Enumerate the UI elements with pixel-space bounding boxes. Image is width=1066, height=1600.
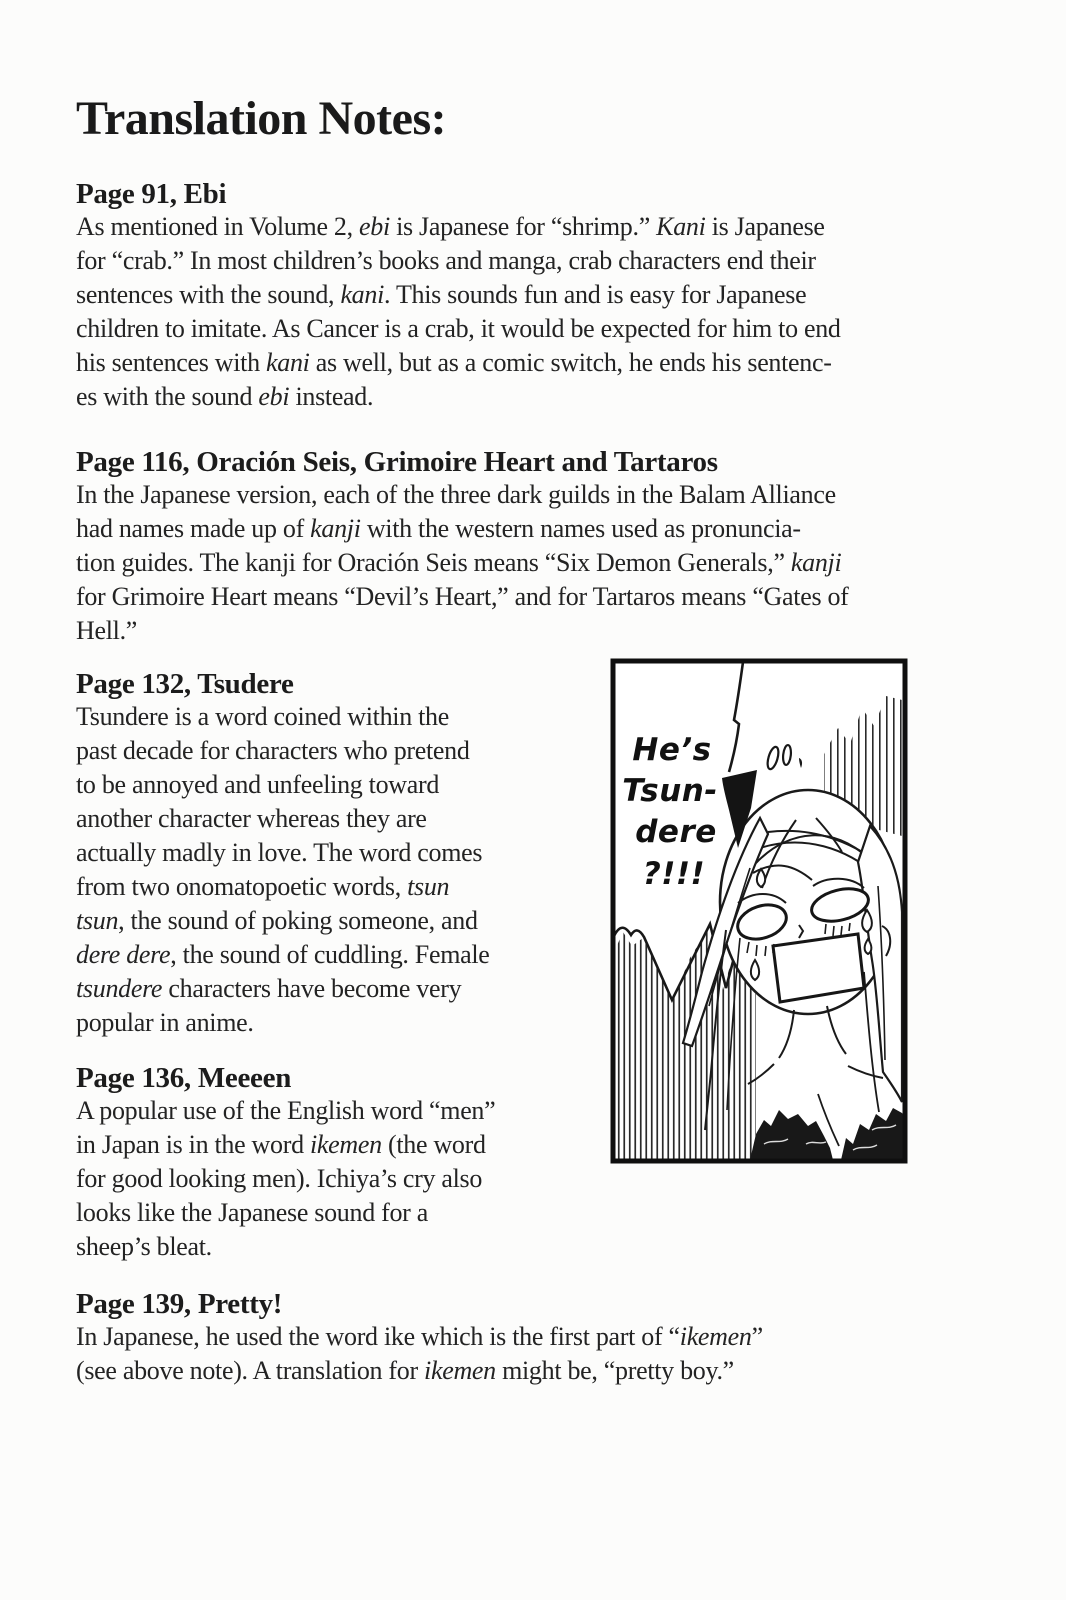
text-line: tsundere characters have become very <box>76 974 462 1003</box>
text-line: Tsundere is a word coined within the <box>76 702 449 731</box>
section-body <box>76 700 581 1040</box>
section-body <box>76 478 948 648</box>
speech-line-4: ?!!! <box>642 856 706 892</box>
section-body <box>76 1094 581 1264</box>
text-line: sentences with the sound, kani. This sounds fun and is easy for Japanese <box>76 280 807 309</box>
section-page-91-ebi <box>76 178 948 414</box>
text-line: In the Japanese version, each of the three dark guilds in the Balam Alliance <box>76 480 836 509</box>
text-line: As mentioned in Volume 2, ebi is Japanese for “shrimp.” Kani is Japanese <box>76 212 825 241</box>
text-line: actually madly in love. The word comes <box>76 838 483 867</box>
text-line: popular in anime. <box>76 1008 254 1037</box>
text-line: children to imitate. As Cancer is a crab, it would be expected for him to end <box>76 314 841 343</box>
section-body <box>76 210 948 414</box>
text-line: for Grimoire Heart means “Devil’s Heart,” and for Tartaros means “Gates of <box>76 582 849 611</box>
speech-line-3: dere <box>635 814 717 850</box>
text-line: In Japanese, he used the word ike which is the first part of “ikemen” <box>76 1322 763 1351</box>
section-heading: Page 116, Oración Seis, Grimoire Heart and Tartaros <box>76 446 718 478</box>
text-line: dere dere, the sound of cuddling. Female <box>76 940 490 969</box>
section-page-116-oracion-seis <box>76 446 948 648</box>
section-heading: Page 132, Tsudere <box>76 668 294 700</box>
text-line: his sentences with kani as well, but as a comic switch, he ends his sentenc- <box>76 348 832 377</box>
text-line: past decade for characters who pretend <box>76 736 470 765</box>
section-page-136-meeeen <box>76 1062 581 1264</box>
text-line: had names made up of kanji with the western names used as pronuncia- <box>76 514 801 543</box>
section-page-139-pretty <box>76 1288 948 1388</box>
manga-panel <box>610 658 908 1164</box>
section-heading: Page 139, Pretty! <box>76 1288 283 1320</box>
text-line: another character whereas they are <box>76 804 427 833</box>
section-heading: Page 136, Meeeen <box>76 1062 292 1094</box>
text-line: tion guides. The kanji for Oración Seis means “Six Demon Generals,” kanji <box>76 548 842 577</box>
text-line: in Japan is in the word ikemen (the word <box>76 1130 486 1159</box>
text-line: (see above note). A translation for ikemen might be, “pretty boy.” <box>76 1356 734 1385</box>
text-line: from two onomatopoetic words, tsun <box>76 872 450 901</box>
text-line: tsun, the sound of poking someone, and <box>76 906 478 935</box>
speech-line-2: Tsun- <box>622 773 718 809</box>
text-line: for “crab.” In most children’s books and manga, crab characters end their <box>76 246 816 275</box>
text-line: es with the sound ebi instead. <box>76 382 374 411</box>
text-line: to be annoyed and unfeeling toward <box>76 770 440 799</box>
text-line: looks like the Japanese sound for a <box>76 1198 428 1227</box>
text-line: for good looking men). Ichiya’s cry also <box>76 1164 483 1193</box>
section-page-132-tsudere <box>76 668 581 1040</box>
text-line: A popular use of the English word “men” <box>76 1096 496 1125</box>
text-line: Hell.” <box>76 616 138 645</box>
section-heading: Page 91, Ebi <box>76 178 227 210</box>
speech-line-1: He’s <box>632 732 712 768</box>
section-body <box>76 1320 948 1388</box>
text-line: sheep’s bleat. <box>76 1232 212 1261</box>
page-title: Translation Notes: <box>76 92 447 145</box>
